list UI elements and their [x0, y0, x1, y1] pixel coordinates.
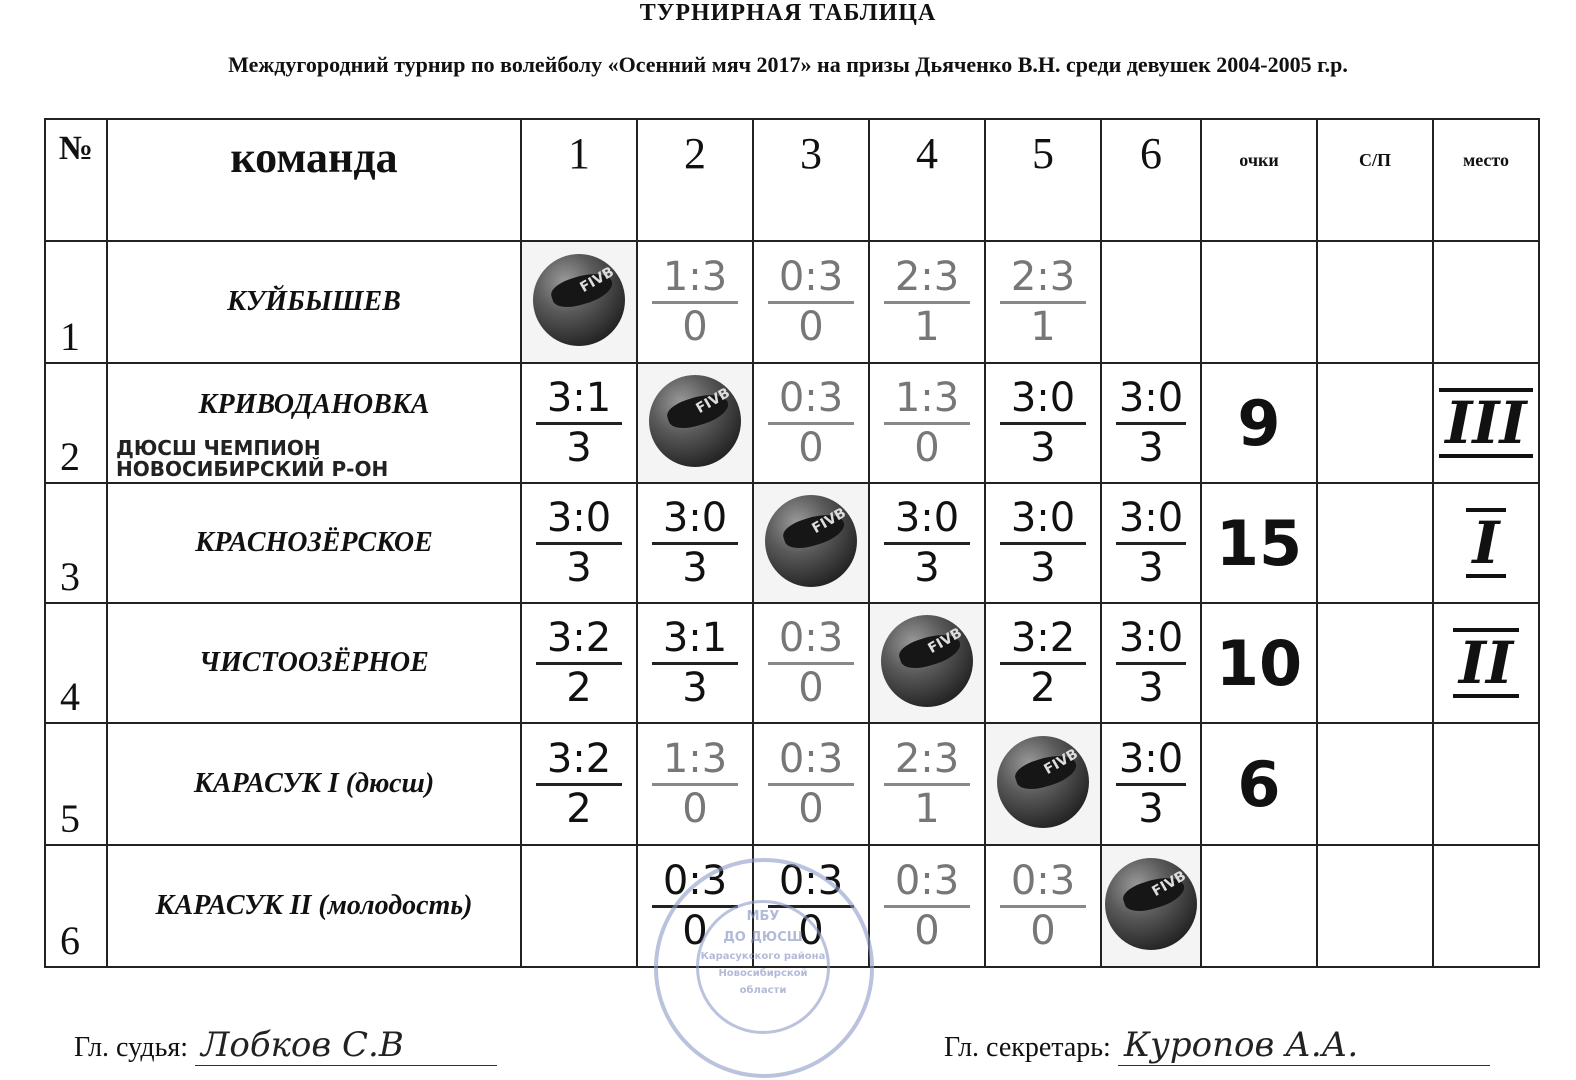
- set-score: 3:0: [1116, 376, 1186, 425]
- header-col-4: 4: [869, 119, 985, 241]
- match-points: 0: [914, 424, 940, 471]
- score-cell: [869, 723, 985, 845]
- match-points: 1: [914, 303, 940, 350]
- team-cell: [107, 603, 521, 723]
- row-number-text: 2: [60, 434, 80, 479]
- set-score: 3:2: [536, 737, 622, 786]
- set-score: 2:3: [884, 255, 970, 304]
- place-cell: [1433, 483, 1539, 603]
- sets-ratio-cell: [1317, 845, 1433, 967]
- set-score: 0:3: [768, 737, 854, 786]
- match-points: 0: [1030, 907, 1056, 954]
- judge-sign: Лобков С.В: [195, 1025, 497, 1066]
- place-value: II: [1453, 628, 1519, 698]
- place-cell: [1433, 363, 1539, 483]
- diagonal-ball-cell: [637, 363, 753, 483]
- row-number-text: 1: [60, 314, 80, 359]
- team-name: КУЙБЫШЕВ: [227, 286, 401, 317]
- header-num: №: [45, 119, 107, 241]
- empty-score-cell: [521, 845, 637, 967]
- team-cell: [107, 363, 521, 483]
- secretary-sign: Куропов А.А.: [1118, 1025, 1490, 1066]
- match-points: 0: [798, 664, 824, 711]
- team-name: КРИВОДАНОВКА: [198, 389, 430, 420]
- header-col-6: 6: [1101, 119, 1201, 241]
- set-score: 3:0: [1116, 496, 1186, 545]
- secretary-signature: [944, 1025, 1490, 1066]
- volleyball-icon: [533, 254, 625, 346]
- diagonal-ball-cell: [869, 603, 985, 723]
- match-points: 3: [1030, 424, 1056, 471]
- points-cell: 6: [1201, 723, 1317, 845]
- stamp-line-5: области: [739, 985, 787, 996]
- set-score: 3:1: [652, 616, 738, 665]
- header-row: [45, 119, 1539, 241]
- team-handwritten-note: ДЮСШ ЧЕМПИОН НОВОСИБИРСКИЙ Р-ОН: [116, 436, 389, 481]
- team-name: КАРАСУК I (дюсш): [193, 768, 435, 799]
- team-name: ЧИСТООЗЁРНОЕ: [199, 647, 429, 678]
- match-points: 2: [566, 664, 592, 711]
- set-score: 0:3: [652, 859, 738, 908]
- header-col-5: 5: [985, 119, 1101, 241]
- row-number: [45, 723, 107, 845]
- sets-ratio-cell: [1317, 723, 1433, 845]
- set-score: 3:0: [1000, 376, 1086, 425]
- diagonal-ball-cell: [521, 241, 637, 363]
- match-points: 3: [566, 424, 592, 471]
- set-score: 2:3: [884, 737, 970, 786]
- score-cell: [869, 241, 985, 363]
- place-cell: [1433, 241, 1539, 363]
- header-points: очки: [1201, 119, 1317, 241]
- row-number-text: 6: [60, 918, 80, 963]
- points-cell: 9: [1201, 363, 1317, 483]
- sets-ratio-cell: [1317, 363, 1433, 483]
- score-cell: [985, 483, 1101, 603]
- page-title: ТУРНИРНАЯ ТАБЛИЦА: [639, 0, 937, 26]
- volleyball-icon: [1105, 858, 1197, 950]
- set-score: 3:0: [1116, 616, 1186, 665]
- set-score: 0:3: [768, 859, 854, 908]
- volleyball-icon: [881, 615, 973, 707]
- score-cell: [637, 603, 753, 723]
- set-score: 3:1: [536, 376, 622, 425]
- set-score: 1:3: [652, 737, 738, 786]
- header-col-2: 2: [637, 119, 753, 241]
- diagonal-ball-cell: [753, 483, 869, 603]
- ball-logo: FIVB: [925, 624, 965, 657]
- ball-logo: FIVB: [1149, 867, 1189, 900]
- team-row: [45, 241, 1539, 363]
- header-sp: С/П: [1317, 119, 1433, 241]
- score-cell: [1101, 723, 1201, 845]
- match-points: 0: [798, 303, 824, 350]
- points-cell: [1201, 241, 1317, 363]
- place-cell: [1433, 845, 1539, 967]
- place-cell: [1433, 603, 1539, 723]
- match-points: 0: [798, 424, 824, 471]
- score-cell: [869, 483, 985, 603]
- match-points: 0: [798, 907, 824, 954]
- set-score: 3:0: [1000, 496, 1086, 545]
- stamp-line-4: Новосибирской: [718, 968, 808, 979]
- sets-ratio-cell: [1317, 483, 1433, 603]
- score-cell: [869, 363, 985, 483]
- set-score: 3:2: [536, 616, 622, 665]
- set-score: 0:3: [1000, 859, 1086, 908]
- place-value: III: [1439, 388, 1532, 458]
- score-cell: [1101, 363, 1201, 483]
- stamp-line-2: ДО ДЮСШ: [723, 930, 803, 945]
- match-points: 3: [1138, 424, 1164, 471]
- match-points: 0: [798, 785, 824, 832]
- match-points: 0: [682, 907, 708, 954]
- ball-logo: FIVB: [577, 263, 617, 296]
- set-score: 0:3: [884, 859, 970, 908]
- score-cell: [753, 723, 869, 845]
- score-cell: [637, 483, 753, 603]
- score-cell: [985, 241, 1101, 363]
- score-cell: [521, 723, 637, 845]
- match-points: 3: [682, 544, 708, 591]
- judge-label: Гл. судья:: [74, 1032, 189, 1063]
- match-points: 3: [1138, 785, 1164, 832]
- match-points: 1: [1030, 303, 1056, 350]
- score-cell: [1101, 483, 1201, 603]
- score-cell: [985, 363, 1101, 483]
- row-number-text: 4: [60, 674, 80, 719]
- row-number: [45, 603, 107, 723]
- match-points: 0: [682, 785, 708, 832]
- volleyball-icon: [997, 736, 1089, 828]
- points-cell: [1201, 845, 1317, 967]
- header-team: команда: [107, 119, 521, 241]
- team-name: КРАСНОЗЁРСКОЕ: [195, 527, 433, 558]
- volleyball-icon: [649, 375, 741, 467]
- header-col-3: 3: [753, 119, 869, 241]
- score-cell: [753, 603, 869, 723]
- diagonal-ball-cell: [1101, 845, 1201, 967]
- team-row: [45, 723, 1539, 845]
- match-points: 2: [1030, 664, 1056, 711]
- ball-logo: FIVB: [809, 504, 849, 537]
- match-points: 2: [566, 785, 592, 832]
- team-row: [45, 483, 1539, 603]
- header-col-1: 1: [521, 119, 637, 241]
- ball-logo: FIVB: [1041, 745, 1081, 778]
- team-cell: [107, 845, 521, 967]
- empty-score-cell: [1101, 241, 1201, 363]
- score-cell: [521, 483, 637, 603]
- set-score: 1:3: [652, 255, 738, 304]
- match-points: 3: [1138, 544, 1164, 591]
- place-value: I: [1466, 508, 1505, 578]
- row-number-text: 5: [60, 796, 80, 841]
- team-cell: [107, 723, 521, 845]
- place-cell: [1433, 723, 1539, 845]
- header-place: место: [1433, 119, 1539, 241]
- points-cell: 15: [1201, 483, 1317, 603]
- score-cell: [753, 241, 869, 363]
- judge-signature: [74, 1025, 497, 1066]
- stamp-line-1: МБУ: [746, 909, 780, 924]
- score-cell: [869, 845, 985, 967]
- points-cell: 10: [1201, 603, 1317, 723]
- score-cell: [1101, 603, 1201, 723]
- row-number: [45, 241, 107, 363]
- match-points: 3: [566, 544, 592, 591]
- team-cell: [107, 241, 521, 363]
- match-points: 3: [682, 664, 708, 711]
- score-cell: [521, 603, 637, 723]
- official-stamp: [654, 858, 874, 1078]
- set-score: 0:3: [768, 616, 854, 665]
- score-cell: [985, 845, 1101, 967]
- secretary-label: Гл. секретарь:: [944, 1032, 1111, 1063]
- score-cell: [637, 723, 753, 845]
- set-score: 3:0: [884, 496, 970, 545]
- match-points: 0: [682, 303, 708, 350]
- row-number: [45, 363, 107, 483]
- set-score: 3:0: [1116, 737, 1186, 786]
- match-points: 3: [914, 544, 940, 591]
- sets-ratio-cell: [1317, 603, 1433, 723]
- team-name: КАРАСУК II (молодость): [155, 890, 473, 921]
- team-row: [45, 363, 1539, 483]
- set-score: 0:3: [768, 376, 854, 425]
- stamp-line-3: Карасукского района: [700, 951, 826, 962]
- set-score: 1:3: [884, 376, 970, 425]
- set-score: 3:2: [1000, 616, 1086, 665]
- set-score: 3:0: [652, 496, 738, 545]
- score-cell: [521, 363, 637, 483]
- set-score: 3:0: [536, 496, 622, 545]
- row-number: [45, 483, 107, 603]
- sets-ratio-cell: [1317, 241, 1433, 363]
- set-score: 0:3: [768, 255, 854, 304]
- row-number: [45, 845, 107, 967]
- volleyball-icon: [765, 495, 857, 587]
- score-cell: [985, 603, 1101, 723]
- ball-logo: FIVB: [693, 384, 733, 417]
- score-cell: [753, 363, 869, 483]
- row-number-text: 3: [60, 554, 80, 599]
- match-points: 1: [914, 785, 940, 832]
- team-cell: [107, 483, 521, 603]
- score-cell: [637, 241, 753, 363]
- match-points: 0: [914, 907, 940, 954]
- tournament-table: [44, 118, 1540, 968]
- match-points: 3: [1030, 544, 1056, 591]
- match-points: 3: [1138, 664, 1164, 711]
- page-subtitle: Междугородний турнир по волейболу «Осенний мяч 2017» на призы Дьяченко В.Н. среди девушек 2004-2005 г.р.: [228, 52, 1348, 77]
- diagonal-ball-cell: [985, 723, 1101, 845]
- team-row: [45, 603, 1539, 723]
- set-score: 2:3: [1000, 255, 1086, 304]
